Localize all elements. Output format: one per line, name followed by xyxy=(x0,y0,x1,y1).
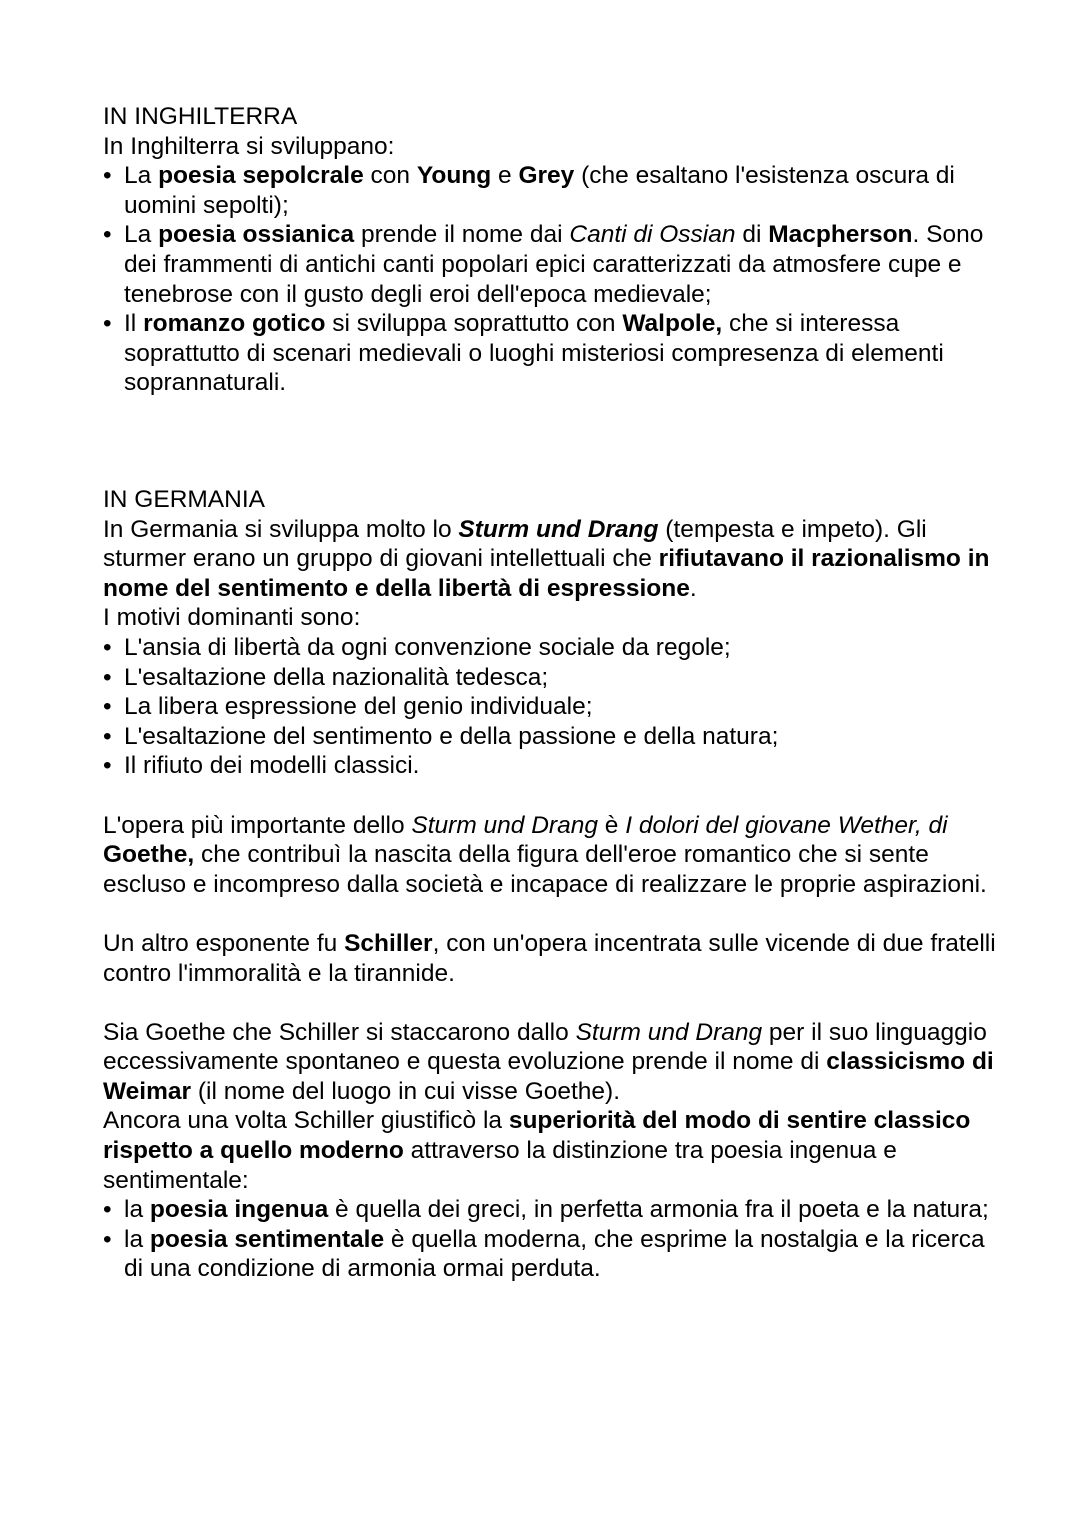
list-item: • La libera espressione del genio individuale; xyxy=(103,692,1003,722)
list-item: • la poesia ingenua è quella dei greci, in perfetta armonia fra il poeta e la natura; xyxy=(103,1195,1003,1225)
paragraph-sturm-und-drang: In Germania si sviluppa molto lo Sturm und Drang (tempesta e impeto). Gli sturmer erano un gruppo di giovani intellettuali che rifiutavano il razionalismo in nome del sentimento e della libertà di espressione. xyxy=(103,515,990,602)
list-england xyxy=(103,161,1003,398)
list-item: • la poesia sentimentale è quella moderna, che esprime la nostalgia e la ricerca di una condizione di armonia ormai perduta. xyxy=(103,1225,1003,1284)
section-heading-england: IN INGHILTERRA xyxy=(103,103,298,130)
list-motives xyxy=(103,633,1003,781)
list-item: • Il romanzo gotico si sviluppa soprattutto con Walpole, che si interessa soprattutto di scenari medievali o luoghi misteriosi compresenza di elementi soprannaturali. xyxy=(103,309,1003,398)
paragraph-schiller: Un altro esponente fu Schiller, con un'opera incentrata sulle vicende di due fratelli contro l'immoralità e la tirannide. xyxy=(103,929,996,987)
list-poetry xyxy=(103,1195,1003,1284)
motives-intro: I motivi dominanti sono: xyxy=(103,604,361,632)
list-item: • L'esaltazione della nazionalità tedesca; xyxy=(103,663,1003,693)
list-item: • La poesia sepolcrale con Young e Grey (che esaltano l'esistenza oscura di uomini sepolti); xyxy=(103,161,1003,220)
list-item: • L'ansia di libertà da ogni convenzione sociale da regole; xyxy=(103,633,1003,663)
intro-england: In Inghilterra si sviluppano: xyxy=(103,132,395,160)
list-item: • L'esaltazione del sentimento e della passione e della natura; xyxy=(103,722,1003,752)
section-germany xyxy=(103,485,1003,1284)
section-england xyxy=(103,102,1003,398)
list-item: • Il rifiuto dei modelli classici. xyxy=(103,751,1003,781)
list-item: • La poesia ossianica prende il nome dai Canti di Ossian di Macpherson. Sono dei frammenti di antichi canti popolari epici caratterizzati da atmosfere cupe e tenebrose con il gusto degli eroi dell'epoca medievale; xyxy=(103,220,1003,309)
paragraph-poetry-distinction: Ancora una volta Schiller giustificò la superiorità del modo di sentire classico rispetto a quello moderno attraverso la distinzione tra poesia ingenua e sentimentale: xyxy=(103,1107,971,1194)
paragraph-weimar: Sia Goethe che Schiller si staccarono dallo Sturm und Drang per il suo linguaggio eccessivamente spontaneo e questa evoluzione prende il nome di classicismo di Weimar (il nome del luogo in cui visse Goethe). xyxy=(103,1018,994,1105)
section-heading-germany: IN GERMANIA xyxy=(103,486,265,513)
paragraph-goethe: L'opera più importante dello Sturm und Drang è I dolori del giovane Wether, di Goethe, che contribuì la nascita della figura dell'eroe romantico che si sente escluso e incompreso dalla società e incapace di realizzare le proprie aspirazioni. xyxy=(103,811,987,898)
